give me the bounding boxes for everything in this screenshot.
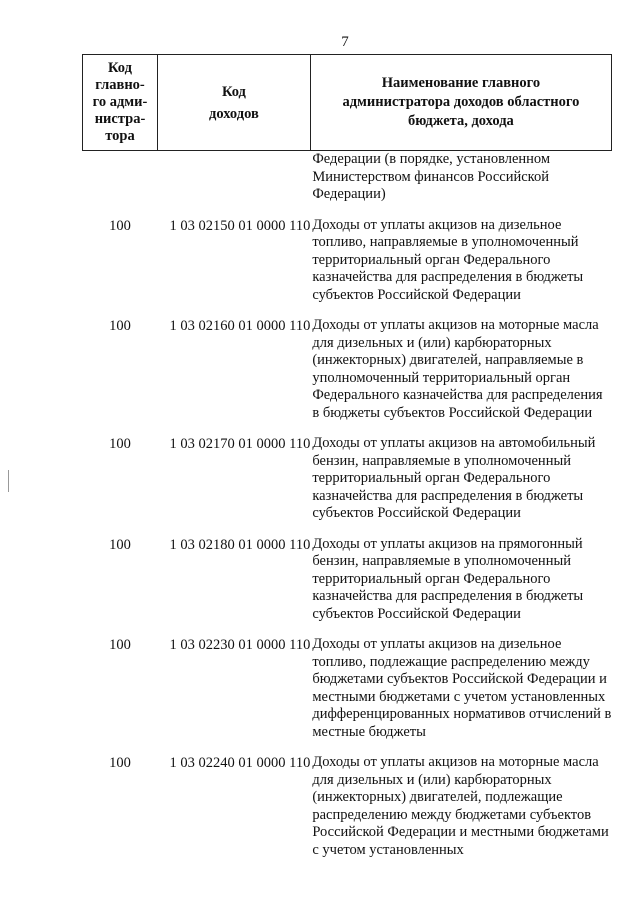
row-name bbox=[310, 536, 611, 637]
row-name bbox=[310, 636, 611, 754]
header-admin-line: главно- bbox=[95, 77, 145, 93]
revenue-table bbox=[82, 54, 612, 872]
header-admin-code bbox=[83, 55, 158, 151]
row-admin-code: 100 bbox=[109, 536, 131, 553]
continuation-admin bbox=[83, 151, 158, 217]
table-row bbox=[83, 217, 612, 318]
row-name bbox=[310, 754, 611, 872]
row-admin-code: 100 bbox=[109, 217, 131, 234]
row-name bbox=[310, 435, 611, 536]
page-number: 7 bbox=[341, 34, 349, 50]
header-admin-line: тора bbox=[105, 128, 135, 144]
table-header bbox=[83, 55, 612, 151]
header-code-line: доходов bbox=[209, 105, 259, 122]
continuation-row bbox=[83, 151, 612, 217]
row-admin-code: 100 bbox=[109, 637, 131, 653]
header-name-line: бюджета, дохода bbox=[408, 113, 514, 129]
row-name-text: Доходы от уплаты акцизов на прямогонный бензин, направляемые в уполномоченный территориальный орган Федерального казначейства для распределения в бюджеты субъектов Российской Федерации bbox=[312, 535, 584, 622]
header-row bbox=[83, 55, 612, 151]
row-name-text: Доходы от уплаты акцизов на дизельное топливо, подлежащие распределению между бюджетами субъектов Российской Федерации и местными бюджетами с учетом установленных дифференцированных нормативов отчислений в местные бюджеты bbox=[312, 636, 612, 740]
header-name-line: администратора доходов областного bbox=[342, 94, 580, 110]
row-name-text: Доходы от уплаты акцизов на моторные масла для дизельных и (или) карбюраторных (инжекторных) двигателей, подлежащие распределению между бюджетами субъектов Российской Федерации и местными бюджетами с учетом установленных bbox=[312, 754, 609, 858]
header-income-code bbox=[158, 55, 311, 151]
table-row bbox=[83, 754, 612, 872]
row-income-code: 1 03 02240 01 0000 110 bbox=[169, 755, 311, 771]
row-income-code: 1 03 02180 01 0000 110 bbox=[169, 536, 311, 553]
header-admin-line: го адми- bbox=[92, 94, 148, 110]
row-name bbox=[310, 217, 611, 318]
table-row bbox=[83, 435, 612, 536]
header-code-line: Код bbox=[221, 83, 246, 100]
header-name-line: Наименование главного bbox=[381, 75, 541, 91]
row-income-code: 1 03 02160 01 0000 110 bbox=[169, 318, 311, 334]
scan-artifact bbox=[8, 470, 9, 492]
row-income-code: 1 03 02150 01 0000 110 bbox=[169, 217, 311, 234]
header-admin-line: нистра- bbox=[94, 111, 146, 127]
table-row bbox=[83, 317, 612, 435]
row-admin-code: 100 bbox=[109, 436, 131, 452]
table-row bbox=[83, 536, 612, 637]
header-admin-line: Код bbox=[108, 60, 132, 76]
row-name-text: Доходы от уплаты акцизов на моторные масла для дизельных и (или) карбюраторных (инжекторных) двигателей, направляемые в уполномоченный территориальный орган Федерального казначейства для распределения в бюджеты субъектов Российской Федерации bbox=[312, 317, 603, 421]
continuation-text: Федерации (в порядке, установленном Министерством финансов Российской Федерации) bbox=[312, 151, 551, 202]
continuation-name bbox=[310, 151, 611, 217]
table-row bbox=[83, 636, 612, 754]
continuation-code bbox=[158, 151, 311, 217]
row-name-text: Доходы от уплаты акцизов на дизельное топливо, направляемые в уполномоченный территориальный орган Федерального казначейства для распределения в бюджеты субъектов Российской Федерации bbox=[312, 216, 584, 303]
row-income-code: 1 03 02230 01 0000 110 bbox=[169, 637, 311, 653]
row-admin-code: 100 bbox=[109, 755, 131, 771]
row-name bbox=[310, 317, 611, 435]
row-income-code: 1 03 02170 01 0000 110 bbox=[169, 436, 311, 452]
header-name bbox=[310, 55, 611, 151]
table-body bbox=[83, 151, 612, 873]
row-name-text: Доходы от уплаты акцизов на автомобильный бензин, направляемые в уполномоченный территориальный орган Федерального казначейства для распределения в бюджеты субъектов Российской Федерации bbox=[312, 435, 596, 521]
row-admin-code: 100 bbox=[109, 318, 131, 334]
